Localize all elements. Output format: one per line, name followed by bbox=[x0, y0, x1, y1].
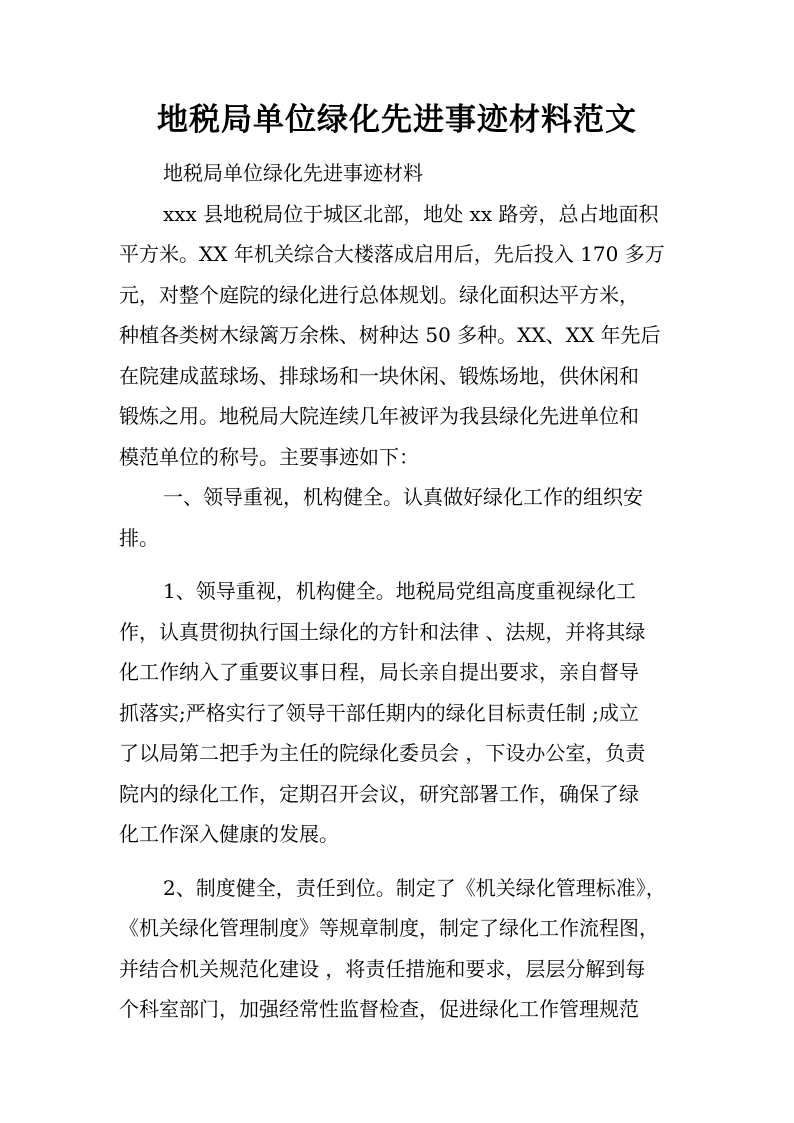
body-line: 化工作纳入了重要议事日程，局长亲自提出要求，亲自督导 bbox=[119, 660, 639, 684]
body-line: 地税局单位绿化先进事迹材料 bbox=[163, 161, 423, 185]
body-line: 院内的绿化工作，定期召开会议，研究部署工作，确保了绿 bbox=[119, 781, 639, 806]
body-line: 抓落实;严格实行了领导干部任期内的绿化目标责任制 ;成立 bbox=[119, 700, 639, 725]
body-line: 并结合机关规范化建设 ，将责任措施和要求，层层分解到每 bbox=[119, 956, 646, 981]
body-line: 2、制度健全，责任到位。制定了《机关绿化管理标准》， bbox=[163, 875, 666, 900]
document-title: 地税局单位绿化先进事迹材料范文 bbox=[157, 102, 637, 138]
body-line: 种植各类树木绿篱万余株、树种达 50 多种。XX、XX 年先后 bbox=[119, 323, 661, 347]
body-line: 个科室部门，加强经常性监督检查，促进绿化工作管理规范 bbox=[119, 997, 639, 1021]
body-line: xxx 县地税局位于城区北部，地处 xx 路旁，总占地面积 bbox=[163, 201, 659, 226]
body-line: 元，对整个庭院的绿化进行总体规划。绿化面积达平方米， bbox=[119, 282, 639, 307]
body-line: 模范单位的称号。主要事迹如下： bbox=[119, 444, 419, 469]
body-line: 了以局第二把手为主任的院绿化委员会 ，下设办公室，负责 bbox=[119, 741, 646, 765]
body-line: 平方米。XX 年机关综合大楼落成启用后，先后投入 170 多万 bbox=[119, 242, 665, 266]
document-body bbox=[119, 153, 679, 1030]
body-line: 一、领导重视，机构健全。认真做好绿化工作的组织安 bbox=[163, 485, 643, 509]
body-line: 1、领导重视，机构健全。地税局党组高度重视绿化工 bbox=[163, 579, 636, 603]
body-line: 化工作深入健康的发展。 bbox=[119, 822, 339, 846]
body-line: 《机关绿化管理制度》等规章制度，制定了绿化工作流程图， bbox=[119, 916, 659, 940]
body-line: 锻炼之用。地税局大院连续几年被评为我县绿化先进单位和 bbox=[119, 404, 639, 428]
body-line: 在院建成蓝球场、排球场和一块休闲、锻炼场地，供休闲和 bbox=[119, 363, 639, 388]
body-line: 排。 bbox=[119, 525, 159, 550]
body-line: 作，认真贯彻执行国土绿化的方针和法律 、法规，并将其绿 bbox=[119, 619, 646, 644]
